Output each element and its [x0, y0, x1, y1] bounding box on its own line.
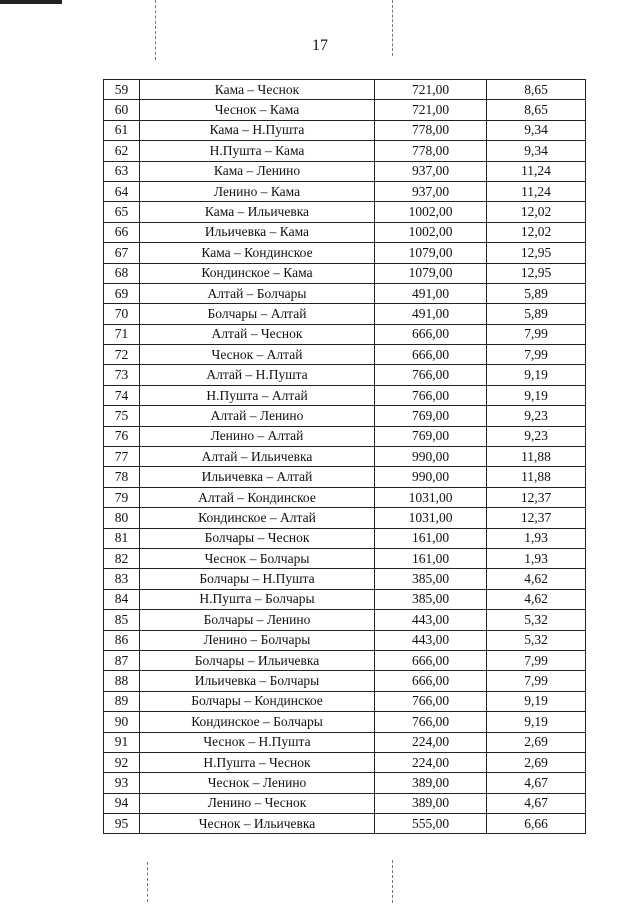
price-cell: 9,19 [487, 365, 586, 385]
distance-cell: 721,00 [375, 80, 487, 100]
row-number-cell: 69 [104, 283, 140, 303]
route-cell: Ленино – Чеснок [140, 793, 375, 813]
distance-cell: 1002,00 [375, 222, 487, 242]
distance-cell: 666,00 [375, 650, 487, 670]
price-cell: 5,32 [487, 630, 586, 650]
row-number-cell: 68 [104, 263, 140, 283]
distance-cell: 666,00 [375, 324, 487, 344]
price-cell: 5,32 [487, 610, 586, 630]
price-cell: 12,02 [487, 222, 586, 242]
row-number-cell: 64 [104, 181, 140, 201]
row-number-cell: 94 [104, 793, 140, 813]
route-cell: Н.Пушта – Алтай [140, 385, 375, 405]
route-cell: Чеснок – Болчары [140, 548, 375, 568]
price-cell: 4,62 [487, 589, 586, 609]
table-row [104, 447, 586, 467]
row-number-cell: 95 [104, 814, 140, 834]
table-row [104, 671, 586, 691]
row-number-cell: 73 [104, 365, 140, 385]
table-row [104, 650, 586, 670]
scan-fold-line [147, 862, 148, 902]
price-cell: 11,88 [487, 467, 586, 487]
row-number-cell: 66 [104, 222, 140, 242]
price-cell: 9,19 [487, 691, 586, 711]
distance-cell: 1002,00 [375, 202, 487, 222]
tariff-table-container [103, 79, 585, 834]
table-row [104, 712, 586, 732]
distance-cell: 666,00 [375, 671, 487, 691]
row-number-cell: 89 [104, 691, 140, 711]
row-number-cell: 76 [104, 426, 140, 446]
table-row [104, 100, 586, 120]
price-cell: 7,99 [487, 671, 586, 691]
route-cell: Чеснок – Ильичевка [140, 814, 375, 834]
table-row [104, 80, 586, 100]
row-number-cell: 84 [104, 589, 140, 609]
table-row [104, 691, 586, 711]
route-cell: Кондинское – Болчары [140, 712, 375, 732]
table-row [104, 569, 586, 589]
distance-cell: 769,00 [375, 426, 487, 446]
price-cell: 11,88 [487, 447, 586, 467]
route-cell: Алтай – Чеснок [140, 324, 375, 344]
table-row [104, 610, 586, 630]
route-cell: Ильичевка – Болчары [140, 671, 375, 691]
route-cell: Болчары – Алтай [140, 304, 375, 324]
distance-cell: 766,00 [375, 385, 487, 405]
table-row [104, 181, 586, 201]
table-row [104, 161, 586, 181]
distance-cell: 990,00 [375, 447, 487, 467]
route-cell: Болчары – Чеснок [140, 528, 375, 548]
price-cell: 12,37 [487, 487, 586, 507]
distance-cell: 766,00 [375, 691, 487, 711]
row-number-cell: 83 [104, 569, 140, 589]
price-cell: 6,66 [487, 814, 586, 834]
page-number: 17 [312, 37, 328, 54]
distance-cell: 161,00 [375, 528, 487, 548]
table-row [104, 120, 586, 140]
distance-cell: 1031,00 [375, 508, 487, 528]
table-row [104, 263, 586, 283]
row-number-cell: 79 [104, 487, 140, 507]
distance-cell: 666,00 [375, 345, 487, 365]
scan-fold-line [392, 860, 393, 903]
distance-cell: 778,00 [375, 141, 487, 161]
route-cell: Н.Пушта – Чеснок [140, 752, 375, 772]
distance-cell: 766,00 [375, 365, 487, 385]
distance-cell: 769,00 [375, 406, 487, 426]
price-cell: 7,99 [487, 650, 586, 670]
distance-cell: 161,00 [375, 548, 487, 568]
row-number-cell: 78 [104, 467, 140, 487]
distance-cell: 1079,00 [375, 263, 487, 283]
scan-edge-mark [0, 0, 62, 4]
route-cell: Алтай – Ленино [140, 406, 375, 426]
table-row [104, 202, 586, 222]
price-cell: 1,93 [487, 528, 586, 548]
row-number-cell: 61 [104, 120, 140, 140]
row-number-cell: 86 [104, 630, 140, 650]
price-cell: 9,23 [487, 406, 586, 426]
route-cell: Чеснок – Алтай [140, 345, 375, 365]
distance-cell: 491,00 [375, 283, 487, 303]
route-cell: Кама – Ильичевка [140, 202, 375, 222]
price-cell: 2,69 [487, 732, 586, 752]
distance-cell: 443,00 [375, 630, 487, 650]
price-cell: 9,34 [487, 120, 586, 140]
route-cell: Кондинское – Кама [140, 263, 375, 283]
table-row [104, 406, 586, 426]
distance-cell: 224,00 [375, 752, 487, 772]
route-cell: Кама – Чеснок [140, 80, 375, 100]
row-number-cell: 65 [104, 202, 140, 222]
route-cell: Ленино – Кама [140, 181, 375, 201]
route-cell: Чеснок – Н.Пушта [140, 732, 375, 752]
route-cell: Алтай – Болчары [140, 283, 375, 303]
row-number-cell: 75 [104, 406, 140, 426]
route-cell: Кондинское – Алтай [140, 508, 375, 528]
row-number-cell: 90 [104, 712, 140, 732]
route-cell: Алтай – Кондинское [140, 487, 375, 507]
route-cell: Болчары – Ильичевка [140, 650, 375, 670]
route-cell: Кама – Н.Пушта [140, 120, 375, 140]
table-row [104, 773, 586, 793]
table-row [104, 324, 586, 344]
table-row [104, 243, 586, 263]
table-row [104, 345, 586, 365]
row-number-cell: 72 [104, 345, 140, 365]
row-number-cell: 70 [104, 304, 140, 324]
table-row [104, 508, 586, 528]
row-number-cell: 63 [104, 161, 140, 181]
route-cell: Чеснок – Кама [140, 100, 375, 120]
price-cell: 4,67 [487, 793, 586, 813]
price-cell: 12,95 [487, 243, 586, 263]
distance-cell: 385,00 [375, 589, 487, 609]
distance-cell: 224,00 [375, 732, 487, 752]
row-number-cell: 88 [104, 671, 140, 691]
route-cell: Алтай – Н.Пушта [140, 365, 375, 385]
route-cell: Болчары – Н.Пушта [140, 569, 375, 589]
table-row [104, 793, 586, 813]
route-cell: Кама – Кондинское [140, 243, 375, 263]
row-number-cell: 80 [104, 508, 140, 528]
price-cell: 11,24 [487, 161, 586, 181]
price-cell: 8,65 [487, 80, 586, 100]
distance-cell: 937,00 [375, 181, 487, 201]
price-cell: 8,65 [487, 100, 586, 120]
price-cell: 5,89 [487, 283, 586, 303]
route-cell: Ленино – Болчары [140, 630, 375, 650]
row-number-cell: 60 [104, 100, 140, 120]
route-cell: Кама – Ленино [140, 161, 375, 181]
row-number-cell: 82 [104, 548, 140, 568]
price-cell: 2,69 [487, 752, 586, 772]
row-number-cell: 67 [104, 243, 140, 263]
table-row [104, 283, 586, 303]
route-cell: Ленино – Алтай [140, 426, 375, 446]
distance-cell: 766,00 [375, 712, 487, 732]
row-number-cell: 87 [104, 650, 140, 670]
table-row [104, 630, 586, 650]
table-row [104, 365, 586, 385]
route-cell: Болчары – Кондинское [140, 691, 375, 711]
table-row [104, 467, 586, 487]
price-cell: 7,99 [487, 345, 586, 365]
row-number-cell: 71 [104, 324, 140, 344]
distance-cell: 389,00 [375, 793, 487, 813]
route-cell: Болчары – Ленино [140, 610, 375, 630]
row-number-cell: 74 [104, 385, 140, 405]
distance-cell: 385,00 [375, 569, 487, 589]
table-row [104, 589, 586, 609]
distance-cell: 937,00 [375, 161, 487, 181]
price-cell: 12,02 [487, 202, 586, 222]
distance-cell: 990,00 [375, 467, 487, 487]
distance-cell: 555,00 [375, 814, 487, 834]
row-number-cell: 62 [104, 141, 140, 161]
price-cell: 4,67 [487, 773, 586, 793]
price-cell: 9,23 [487, 426, 586, 446]
row-number-cell: 59 [104, 80, 140, 100]
row-number-cell: 92 [104, 752, 140, 772]
price-cell: 12,37 [487, 508, 586, 528]
table-row [104, 141, 586, 161]
row-number-cell: 77 [104, 447, 140, 467]
row-number-cell: 81 [104, 528, 140, 548]
price-cell: 9,19 [487, 385, 586, 405]
distance-cell: 389,00 [375, 773, 487, 793]
distance-cell: 778,00 [375, 120, 487, 140]
row-number-cell: 93 [104, 773, 140, 793]
price-cell: 1,93 [487, 548, 586, 568]
price-cell: 4,62 [487, 569, 586, 589]
distance-cell: 721,00 [375, 100, 487, 120]
price-cell: 9,19 [487, 712, 586, 732]
price-cell: 9,34 [487, 141, 586, 161]
table-row [104, 732, 586, 752]
distance-cell: 491,00 [375, 304, 487, 324]
route-cell: Чеснок – Ленино [140, 773, 375, 793]
route-cell: Н.Пушта – Кама [140, 141, 375, 161]
route-cell: Ильичевка – Алтай [140, 467, 375, 487]
route-cell: Н.Пушта – Болчары [140, 589, 375, 609]
distance-cell: 443,00 [375, 610, 487, 630]
tariff-table [103, 79, 586, 834]
table-row [104, 304, 586, 324]
route-cell: Ильичевка – Кама [140, 222, 375, 242]
table-row [104, 528, 586, 548]
table-row [104, 548, 586, 568]
route-cell: Алтай – Ильичевка [140, 447, 375, 467]
price-cell: 11,24 [487, 181, 586, 201]
table-row [104, 426, 586, 446]
table-row [104, 752, 586, 772]
row-number-cell: 85 [104, 610, 140, 630]
price-cell: 12,95 [487, 263, 586, 283]
tariff-table-body [104, 80, 586, 834]
table-row [104, 385, 586, 405]
distance-cell: 1079,00 [375, 243, 487, 263]
price-cell: 5,89 [487, 304, 586, 324]
price-cell: 7,99 [487, 324, 586, 344]
distance-cell: 1031,00 [375, 487, 487, 507]
table-row [104, 222, 586, 242]
table-row [104, 487, 586, 507]
row-number-cell: 91 [104, 732, 140, 752]
table-row [104, 814, 586, 834]
